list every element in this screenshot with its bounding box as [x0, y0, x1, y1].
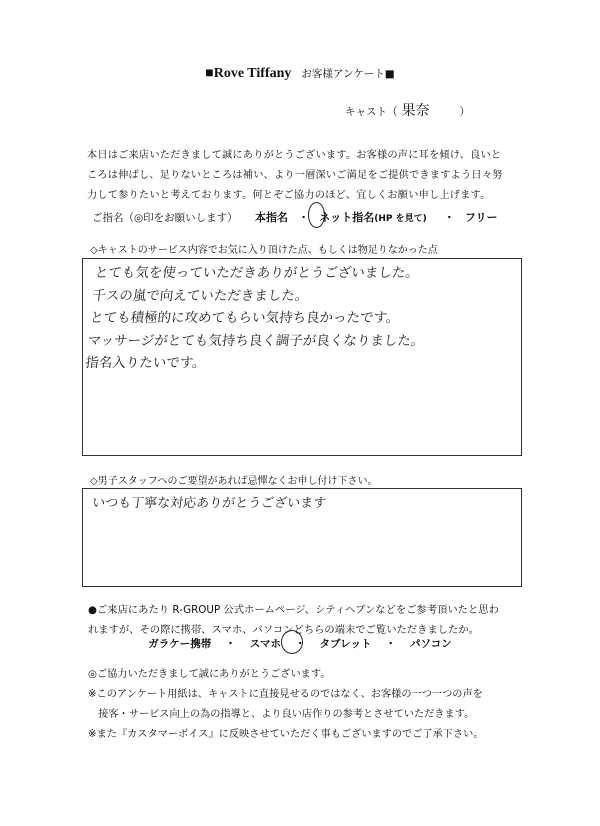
nomination-row	[92, 209, 497, 225]
separator: ・	[298, 212, 309, 224]
separator: ・	[385, 638, 396, 650]
footer-line: ※このアンケート用紙は、キャストに直接見せるのではなく、お客様の一つ一つの声を	[88, 689, 483, 700]
footer-notes	[88, 665, 548, 745]
nomination-label: ご指名（◎印をお願いします）	[92, 212, 238, 224]
q1-answer-line: 指名入りたいです。	[84, 355, 207, 371]
cast-name-handwritten: 果奈	[401, 103, 430, 119]
survey-subtitle: お客様アンケート■	[301, 68, 395, 80]
nomination-net-option[interactable]: ネット指名	[319, 211, 375, 224]
cast-field	[345, 100, 470, 120]
q1-answer-handwriting	[84, 262, 433, 375]
nomination-main-option[interactable]: 本指名	[255, 211, 289, 224]
nomination-net-note: (HP を見て)	[374, 214, 427, 224]
separator: ・	[444, 212, 455, 224]
intro-line: ころは伸ばし、足りないところは補い、より一層深いご満足をご提供できますよう日々努	[87, 170, 503, 181]
selection-circle-mark	[308, 202, 325, 228]
device-selection-circle-mark	[281, 630, 303, 654]
cast-label: キャスト（	[345, 106, 398, 118]
q1-answer-line: 千スの嵐で向えていただきました。	[91, 287, 310, 304]
separator: ・	[225, 638, 236, 650]
q1-answer-line: マッサージがとても気持ち良く調子が良くなりました。	[86, 332, 426, 349]
device-option-pc[interactable]: パソコン	[409, 638, 452, 650]
nomination-free-option[interactable]: フリー	[464, 211, 498, 224]
device-option-smartphone[interactable]: スマホ	[249, 638, 281, 650]
web-question-line: ●ご来店にあたり R-GROUP 公式ホームページ、シティヘブンなどをご参考頂いたと思わ	[88, 604, 499, 616]
intro-line: 力して参りたいと考えております。何とぞご協力のほど、宜しくお願い申し上げます。	[87, 190, 491, 201]
footer-line: ◎ご協力いただきまして誠にありがとうございます。	[88, 669, 331, 680]
intro-paragraph	[87, 146, 527, 206]
web-usage-question	[88, 600, 538, 640]
q2-label: ◇男子スタッフへのご要望があれば忌憚なくお申し付け下さい。	[90, 476, 378, 487]
brand-name: ■Rove Tiffany	[205, 66, 292, 81]
survey-title	[0, 66, 600, 82]
footer-line: ※また『カスタマーボイス』に反映させていただく事もございますのでご了承下さい。	[88, 729, 484, 740]
footer-line: 接客・サービス向上の為の指導と、より良い店作りの参考とさせていただきます。	[88, 709, 475, 720]
intro-line: 本日はご来店いただきまして誠にありがとうございます。お客様の声に耳を傾け、良いと	[87, 150, 502, 161]
q1-label: ◇キャストのサービス内容でお気に入り頂けた点、もしくは物足りなかった点	[90, 245, 438, 256]
cast-close-paren: ）	[459, 106, 470, 118]
q2-answer-handwriting: いつも丁寧な対応ありがとうございます	[91, 496, 327, 511]
device-option-tablet[interactable]: タブレット	[319, 638, 372, 650]
device-option-feature-phone[interactable]: ガラケー携帯	[148, 638, 212, 650]
q1-answer-line: とても積極的に攻めてもらい気持ち良かったです。	[89, 310, 401, 326]
q1-answer-line: とても気を使っていただきありがとうございました。	[93, 265, 420, 281]
separator: ・	[295, 638, 306, 650]
web-question-line: れますが、その際に携帯、スマホ、パソコンどちらの端末でご覧いただきましたか。	[88, 624, 479, 636]
